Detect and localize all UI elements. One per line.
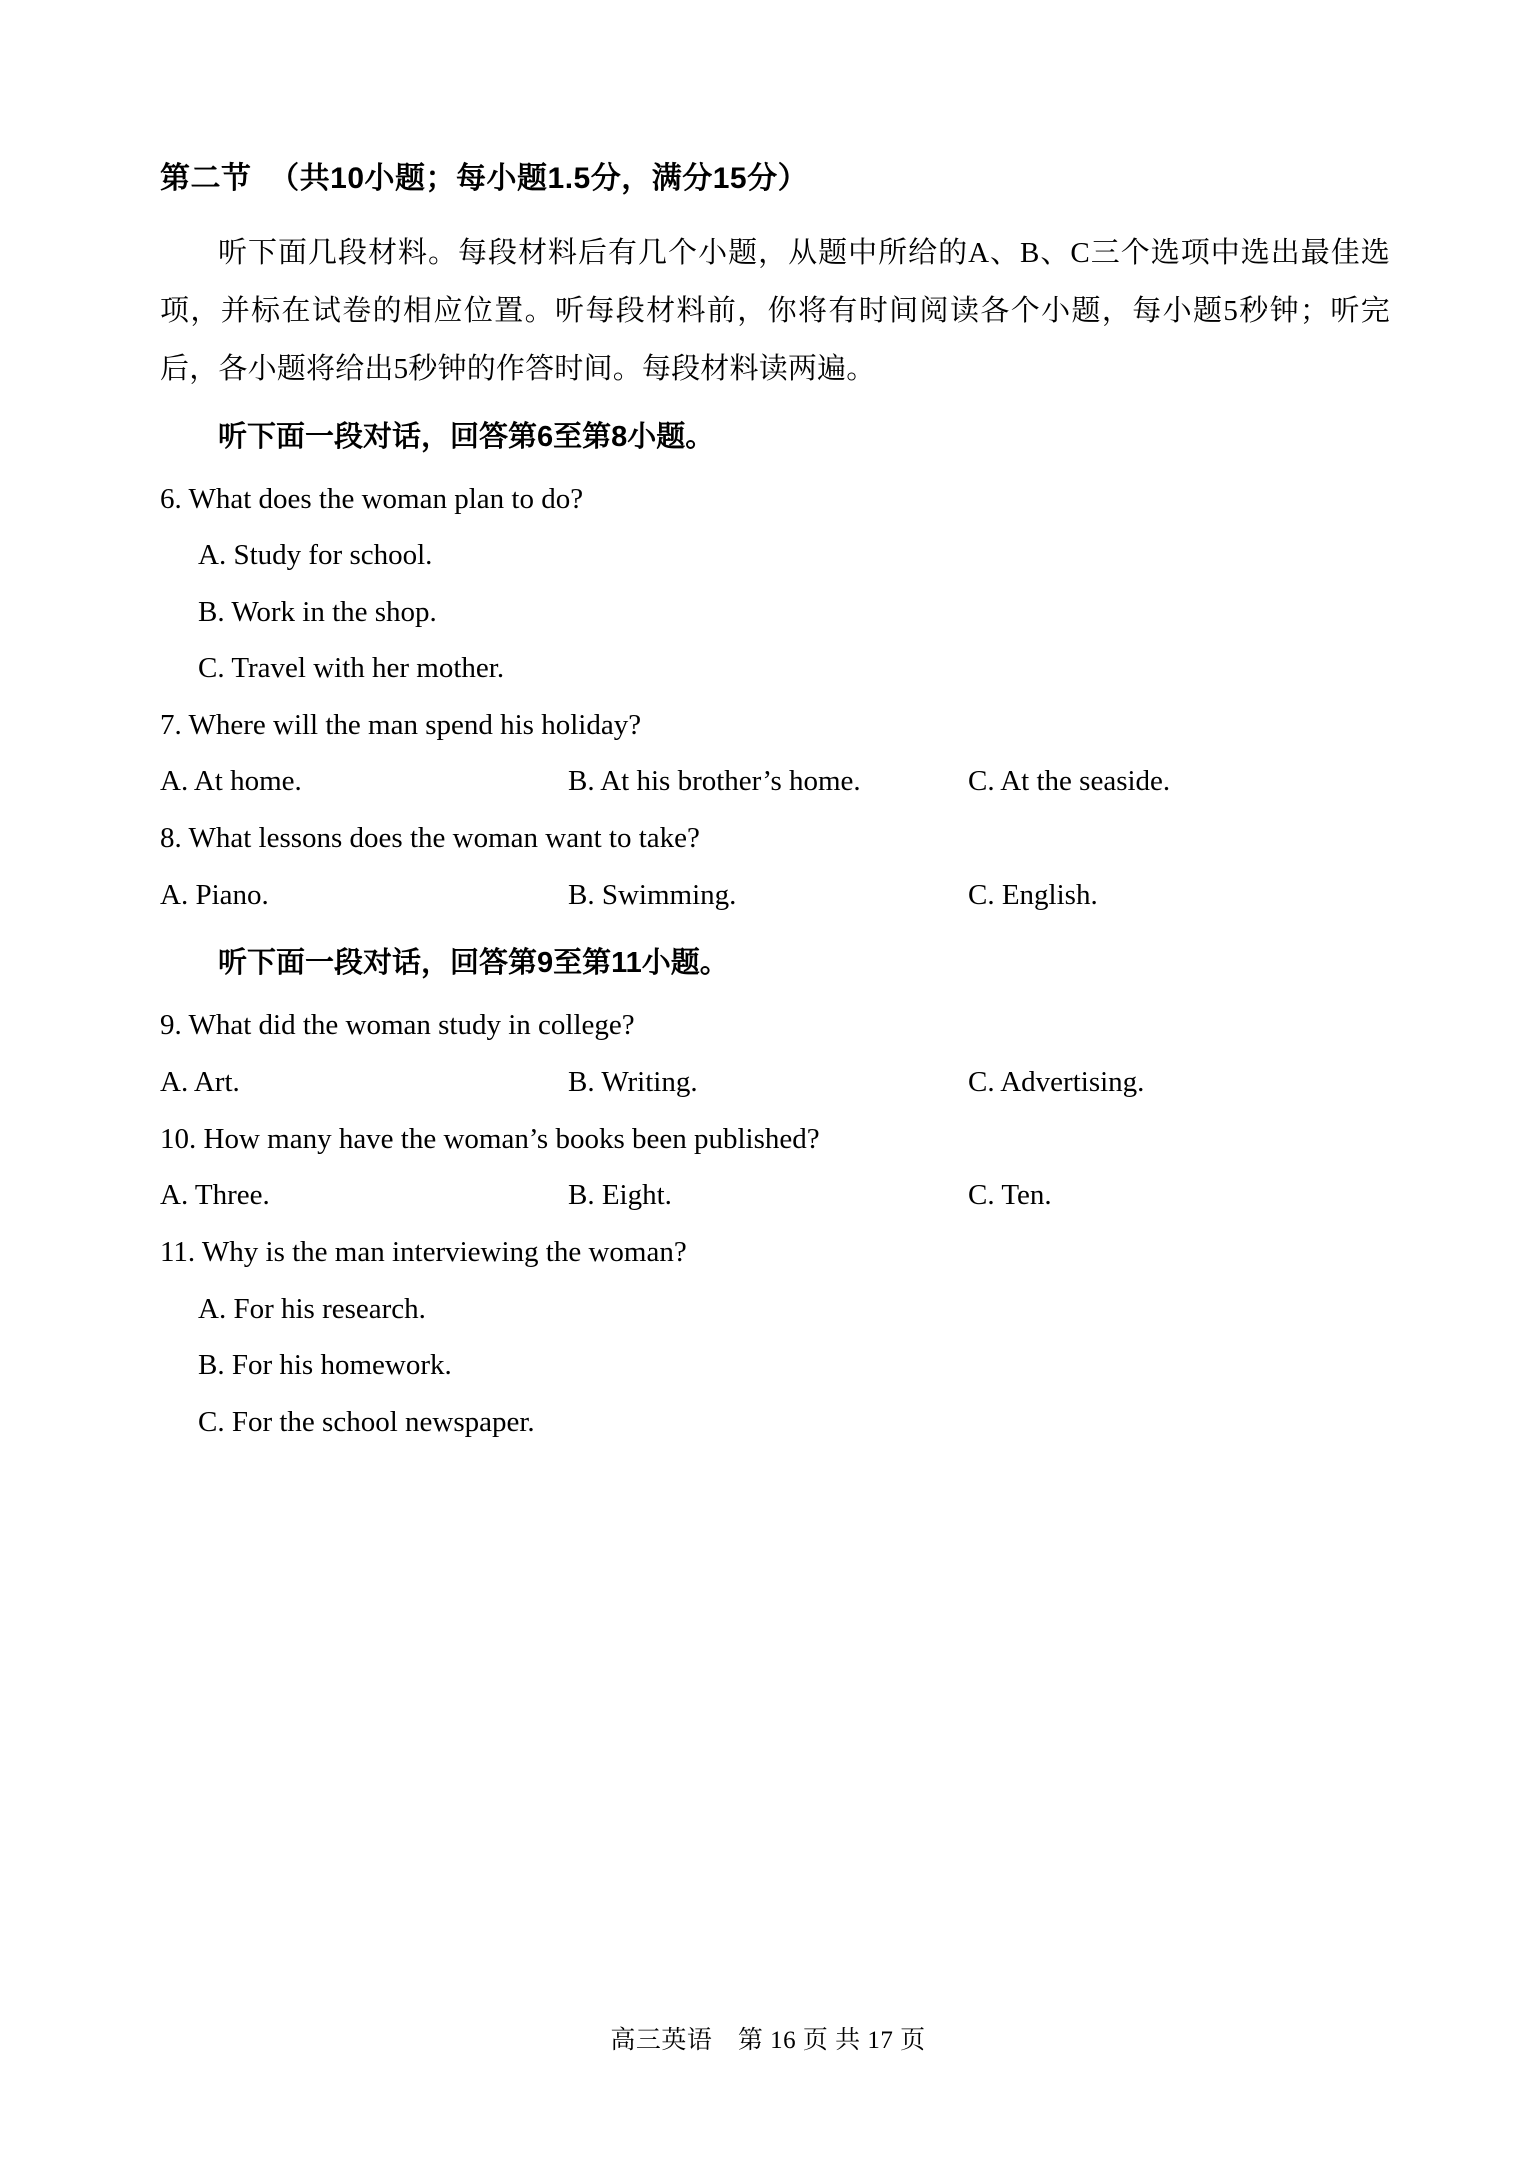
- option-10-c[interactable]: C. Ten.: [968, 1179, 1052, 1212]
- question-text-6: 6. What does the woman plan to do?: [160, 482, 584, 515]
- option-row-9: [160, 1054, 1390, 1111]
- option-8-a[interactable]: A. Piano.: [160, 878, 269, 911]
- option-row-7: [160, 753, 1390, 810]
- section-header: 第二节 （共10小题；每小题1.5分，满分15分）: [160, 162, 809, 195]
- question-text-10: 10. How many have the woman’s books been published?: [160, 1122, 820, 1155]
- page-footer: 高三英语 第 16 页 共 17 页: [610, 2027, 926, 2054]
- option-7-b[interactable]: B. At his brother’s home.: [568, 765, 861, 798]
- option-9-b[interactable]: B. Writing.: [568, 1065, 698, 1098]
- option-row-10: [160, 1167, 1390, 1224]
- option-6-c[interactable]: C. Travel with her mother.: [198, 652, 505, 685]
- question-text-7: 7. Where will the man spend his holiday?: [160, 708, 642, 741]
- question-block-10: [160, 1111, 1390, 1225]
- option-row-8: [160, 867, 1390, 924]
- question-block-8: [160, 810, 1390, 924]
- option-9-c[interactable]: C. Advertising.: [968, 1065, 1145, 1098]
- page-content: [160, 160, 1390, 1450]
- dialogue-heading-6-8: 听下面一段对话，回答第6至第8小题。: [218, 420, 715, 453]
- question-block-11: [160, 1224, 1390, 1450]
- question-text-9: 9. What did the woman study in college?: [160, 1008, 635, 1041]
- option-8-b[interactable]: B. Swimming.: [568, 878, 737, 911]
- option-11-c[interactable]: C. For the school newspaper.: [198, 1405, 535, 1438]
- option-11-b[interactable]: B. For his homework.: [198, 1349, 452, 1382]
- option-10-b[interactable]: B. Eight.: [568, 1179, 672, 1212]
- option-9-a[interactable]: A. Art.: [160, 1065, 240, 1098]
- option-7-a[interactable]: A. At home.: [160, 765, 302, 798]
- question-block-7: [160, 697, 1390, 811]
- option-8-c[interactable]: C. English.: [968, 878, 1098, 911]
- instructions-paragraph: 听下面几段材料。每段材料后有几个小题，从题中所给的A、B、C三个选项中选出最佳选项，并标在试卷的相应位置。听每段材料前，你将有时间阅读各个小题，每小题5秒钟；听完后，各小题将给出5秒钟的作答时间。每段材料读两遍。: [160, 236, 1390, 385]
- option-6-b[interactable]: B. Work in the shop.: [198, 595, 437, 628]
- question-block-6: [160, 471, 1390, 697]
- question-text-11: 11. Why is the man interviewing the woman?: [160, 1236, 687, 1269]
- option-11-a[interactable]: A. For his research.: [198, 1292, 426, 1325]
- dialogue-heading-9-11: 听下面一段对话，回答第9至第11小题。: [218, 946, 729, 979]
- question-block-9: [160, 997, 1390, 1111]
- option-7-c[interactable]: C. At the seaside.: [968, 765, 1171, 798]
- question-text-8: 8. What lessons does the woman want to take?: [160, 822, 700, 855]
- option-6-a[interactable]: A. Study for school.: [198, 539, 433, 572]
- option-10-a[interactable]: A. Three.: [160, 1179, 270, 1212]
